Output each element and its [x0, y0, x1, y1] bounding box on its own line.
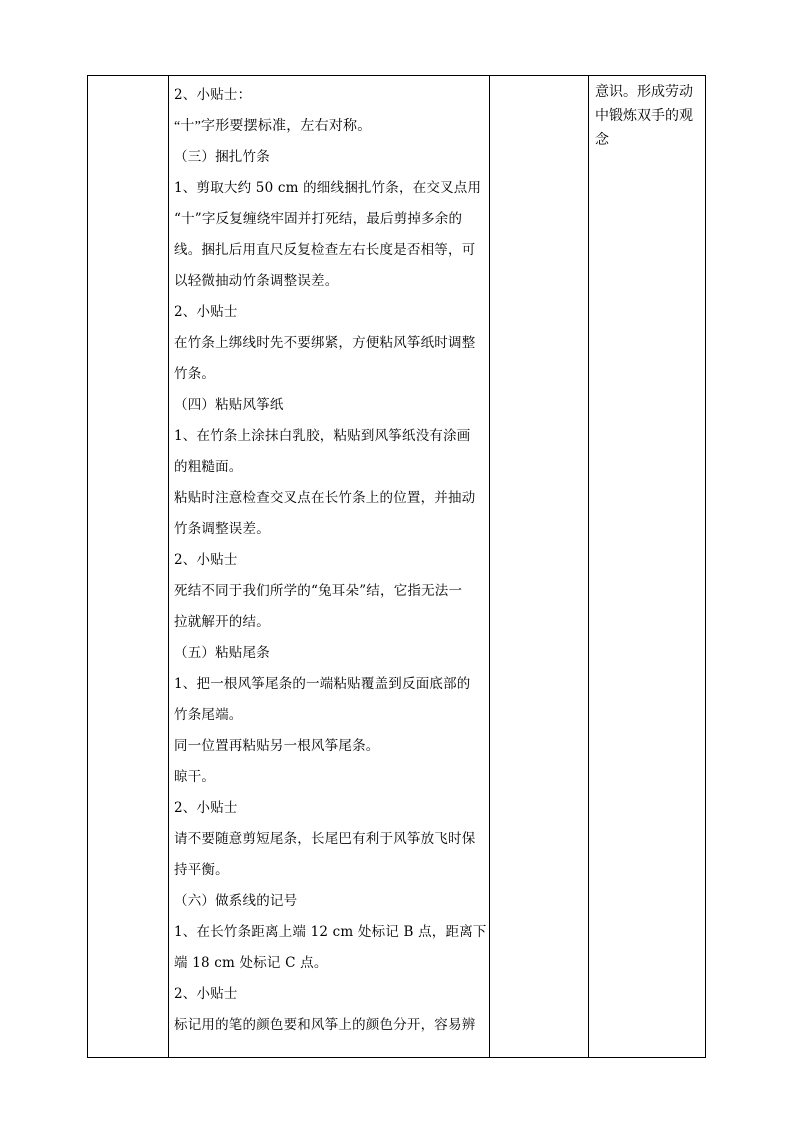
- text-line: 1、把一根风筝尾条的一端粘贴覆盖到反面底部的: [174, 676, 471, 692]
- column-divider: [489, 76, 490, 1057]
- section-heading: （六）做系线的记号: [174, 893, 298, 909]
- lesson-plan-table: [87, 75, 706, 1058]
- tip-heading: 2、小贴士: [174, 552, 238, 568]
- tip-heading: 2、小贴士: [174, 304, 238, 320]
- column-divider: [588, 76, 589, 1057]
- text-line: 死结不同于我们所学的“兔耳朵”结，它指无法一: [174, 583, 463, 599]
- goals-column: [595, 80, 705, 152]
- text-line: 2、小贴士：: [174, 87, 252, 103]
- text-line: “十”字形要摆标准，左右对称。: [174, 119, 372, 134]
- text-line: 在竹条上绑线时先不要绑紧，方便粘风筝纸时调整: [174, 335, 476, 351]
- section-heading: （五）粘贴尾条: [174, 645, 270, 661]
- text-line: “十”字反复缠绕牢固并打死结，最后剪掉多余的: [174, 211, 463, 227]
- text-line: 竹条尾端。: [174, 707, 243, 723]
- text-line: 1、在竹条上涂抹白乳胶，粘贴到风筝纸没有涂画: [174, 428, 471, 444]
- tip-heading: 2、小贴士: [174, 986, 238, 1002]
- text-line: 意识。形成劳动: [595, 84, 693, 100]
- activity-steps-column: [174, 76, 486, 1041]
- text-line: 线。捆扎后用直尺反复检查左右长度是否相等，可: [174, 242, 476, 258]
- text-line: 1、剪取大约 50 cm 的细线捆扎竹条，在交叉点用: [174, 180, 482, 196]
- text-line: 竹条调整误差。: [174, 521, 270, 537]
- section-heading: （四）粘贴风筝纸: [174, 397, 284, 413]
- text-line: 竹条。: [174, 366, 216, 382]
- text-line: 端 18 cm 处标记 C 点。: [174, 955, 328, 971]
- text-line: 念: [595, 132, 609, 148]
- text-line: 粘贴时注意检查交叉点在长竹条上的位置，并抽动: [174, 490, 476, 506]
- text-line: 同一位置再粘贴另一根风筝尾条。: [174, 738, 380, 754]
- text-line: 的粗糙面。: [174, 459, 243, 475]
- text-line: 拉就解开的结。: [174, 614, 270, 630]
- text-line: 中锻炼双手的观: [595, 108, 693, 124]
- section-heading: （三）捆扎竹条: [174, 149, 270, 165]
- tip-heading: 2、小贴士: [174, 800, 238, 816]
- text-line: 晾干。: [174, 769, 216, 785]
- text-line: 1、在长竹条距离上端 12 cm 处标记 B 点，距离下: [174, 924, 487, 940]
- text-line: 请不要随意剪短尾条，长尾巴有利于风筝放飞时保: [174, 831, 476, 847]
- text-line: 以轻微抽动竹条调整误差。: [174, 273, 339, 289]
- text-line: 标记用的笔的颜色要和风筝上的颜色分开，容易辨: [174, 1017, 476, 1033]
- column-divider: [168, 76, 169, 1057]
- text-line: 持平衡。: [174, 862, 229, 878]
